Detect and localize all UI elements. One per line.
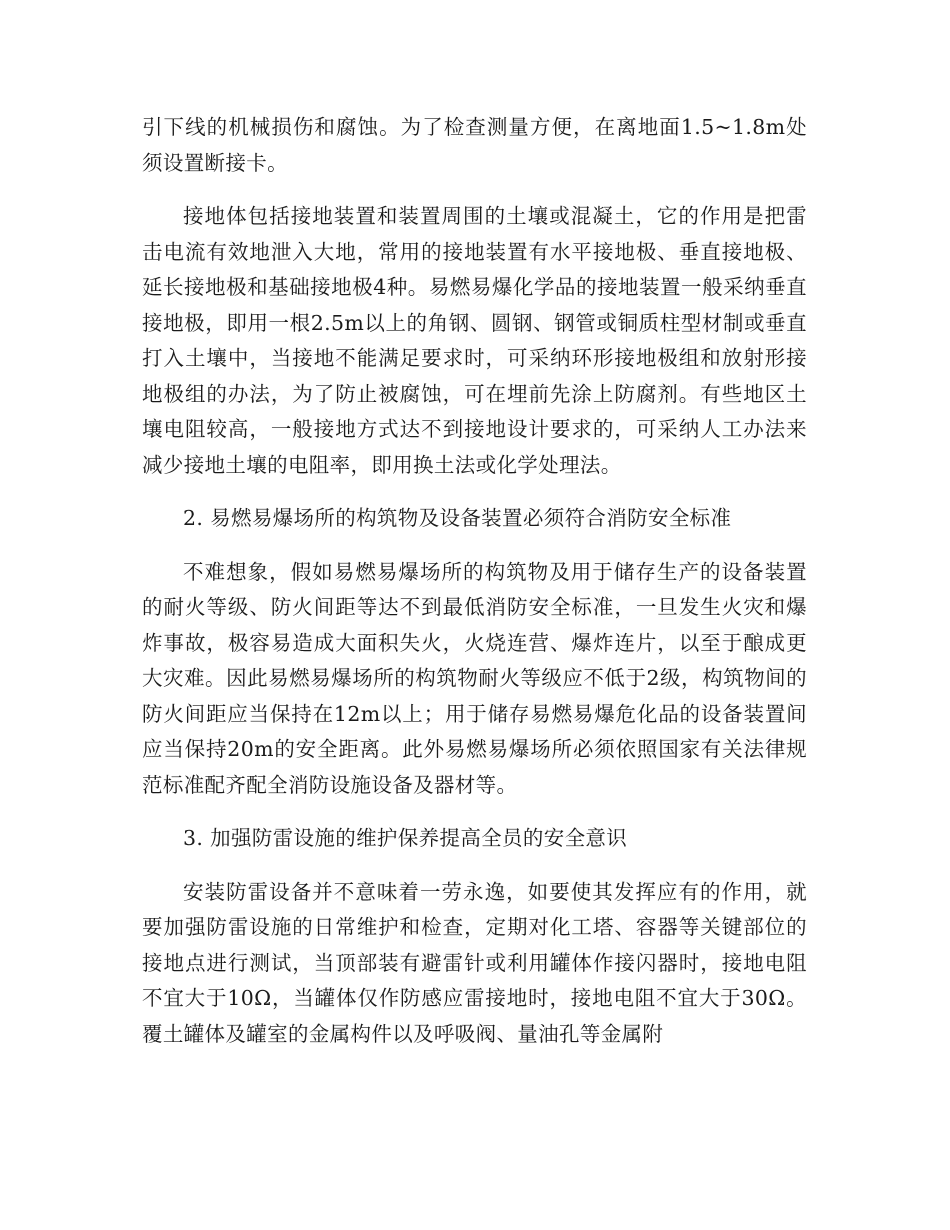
- document-body: [142, 110, 807, 1070]
- section-heading-3: 3. 加强防雷设施的维护保养提高全员的安全意识: [183, 826, 628, 850]
- paragraph-continuation: 引下线的机械损伤和腐蚀。为了检查测量方便，在离地面1.5~1.8m处须设置断接卡。: [142, 115, 807, 175]
- paragraph-grounding-body: 接地体包括接地装置和装置周围的土壤或混凝土，它的作用是把雷击电流有效地泄入大地，常用的接地装置有水平接地极、垂直接地极、延长接地极和基础接地极4种。易燃易爆化学品的接地装置一般采纳垂直接地极，即用一根2.5m以上的角钢、圆钢、钢管或铜质柱型材制或垂直打入土壤中，当接地不能满足要求时，可采纳环形接地极组和放射形接地极组的办法，为了防止被腐蚀，可在埋前先涂上防腐剂。有些地区土壤电阻较高，一般接地方式达不到接地设计要求的，可采纳人工办法来减少接地土壤的电阻率，即用换土法或化学处理法。: [142, 204, 807, 477]
- paragraph-fire-safety: 不难想象，假如易燃易爆场所的构筑物及用于储存生产的设备装置的耐火等级、防火间距等达不到最低消防安全标准，一旦发生火灾和爆炸事故，极容易造成大面积失火，火烧连营、爆炸连片，以至于酿成更大灾难。因此易燃易爆场所的构筑物耐火等级应不低于2级，构筑物间的防火间距应当保持在12m以上；用于储存易燃易爆危化品的设备装置间应当保持20m的安全距离。此外易燃易爆场所必须依照国家有关法律规范标准配齐配全消防设施设备及器材等。: [142, 559, 807, 797]
- paragraph-lightning-maintenance: 安装防雷设备并不意味着一劳永逸，如要使其发挥应有的作用，就要加强防雷设施的日常维护和检查，定期对化工塔、容器等关键部位的接地点进行测试，当顶部装有避雷针或利用罐体作接闪器时，接地电阻不宜大于10Ω，当罐体仅作防感应雷接地时，接地电阻不宜大于30Ω。覆土罐体及罐室的金属构件以及呼吸阀、量油孔等金属附: [142, 879, 807, 1046]
- section-heading-2: 2. 易燃易爆场所的构筑物及设备装置必须符合消防安全标准: [183, 506, 732, 530]
